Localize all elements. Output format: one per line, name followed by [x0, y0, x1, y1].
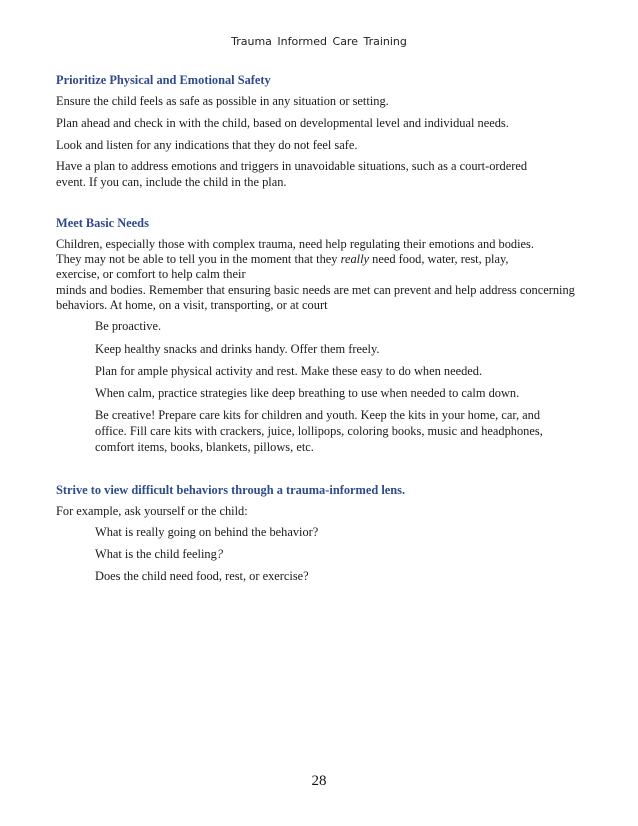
list-item — [95, 546, 565, 562]
list-item: Be creative! Prepare care kits for children and youth. Keep the kits in your home, car, and — [95, 408, 541, 422]
section-heading-difficult-behaviors: Strive to view difficult behaviors through a trauma-informed lens. — [56, 483, 406, 497]
paragraph-line: exercise, or comfort to help calm their — [56, 267, 246, 281]
paragraph-line: event. If you can, include the child in the plan. — [56, 175, 287, 189]
list-item-continuation: comfort items, books, blankets, pillows, etc. — [95, 440, 314, 454]
paragraph-line: minds and bodies. Remember that ensuring basic needs are met can prevent and help address concerning — [56, 283, 575, 297]
page-number: 28 — [311, 773, 327, 789]
list-item: Be proactive. — [95, 319, 162, 333]
paragraph-line: Have a plan to address emotions and triggers in unavoidable situations, such as a court-ordered — [56, 159, 528, 173]
paragraph-line: Look and listen for any indications that they do not feel safe. — [56, 138, 358, 152]
emphasis-text: ? — [216, 547, 224, 561]
paragraph-line — [56, 251, 596, 267]
section-heading-basic-needs: Meet Basic Needs — [56, 216, 149, 230]
list-item: Plan for ample physical activity and rest. Make these easy to do when needed. — [95, 364, 483, 378]
paragraph-line: For example, ask yourself or the child: — [56, 504, 248, 518]
text-run: What is the child feeling — [95, 547, 217, 561]
section-heading-safety: Prioritize Physical and Emotional Safety — [56, 73, 271, 87]
paragraph-line: Children, especially those with complex trauma, need help regulating their emotions and bodies. — [56, 237, 534, 251]
list-item: When calm, practice strategies like deep breathing to use when needed to calm down. — [95, 386, 520, 400]
list-item: What is really going on behind the behavior? — [95, 525, 319, 539]
paragraph-line: behaviors. At home, on a visit, transporting, or at court — [56, 298, 328, 312]
paragraph-line: Plan ahead and check in with the child, based on developmental level and individual needs. — [56, 116, 509, 130]
list-item-continuation: office. Fill care kits with crackers, juice, lollipops, coloring books, music and headphones, — [95, 424, 543, 438]
text-run: They may not be able to tell you in the moment that they — [56, 252, 341, 266]
paragraph-line: Ensure the child feels as safe as possible in any situation or setting. — [56, 94, 389, 108]
text-run: need food, water, rest, play, — [369, 252, 509, 266]
page-header: Trauma Informed Care Training — [231, 35, 407, 48]
emphasis-text: really — [340, 252, 370, 266]
list-item: Does the child need food, rest, or exercise? — [95, 569, 309, 583]
list-item: Keep healthy snacks and drinks handy. Offer them freely. — [95, 342, 380, 356]
